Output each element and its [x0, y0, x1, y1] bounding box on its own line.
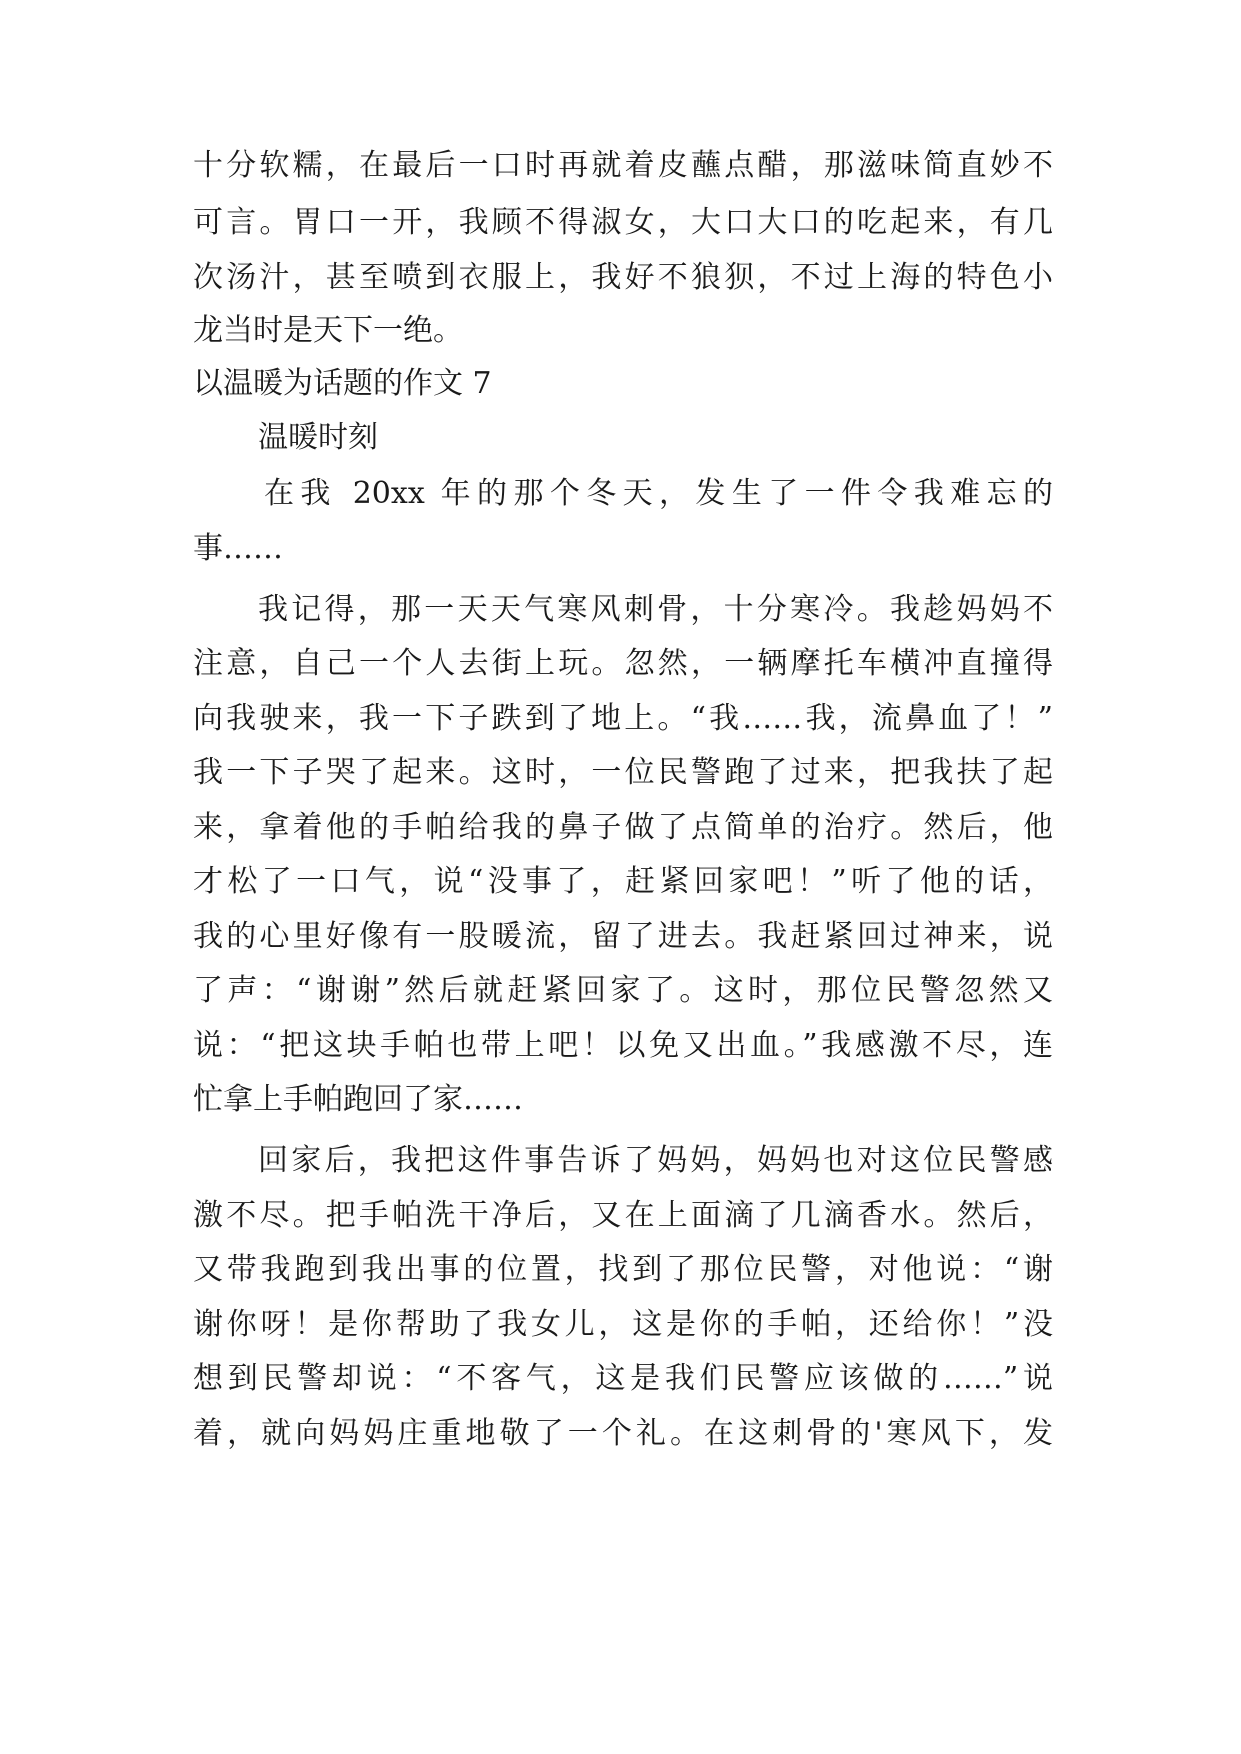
text-line: 我记得，那一天天气寒风刺骨，十分寒冷。我趁妈妈不: [258, 592, 1053, 627]
essay-title: 温暖时刻: [258, 420, 378, 455]
text-line: 想到民警却说：“不客气，这是我们民警应该做的……”说: [193, 1361, 1053, 1396]
text-line: 我一下子哭了起来。这时，一位民警跑了过来，把我扶了起: [193, 755, 1053, 790]
text-line: 十分软糯，在最后一口时再就着皮蘸点醋，那滋味简直妙不: [193, 148, 1053, 183]
text-line: 可言。胃口一开，我顾不得淑女，大口大口的吃起来，有几: [193, 205, 1053, 240]
text-line: 来，拿着他的手帕给我的鼻子做了点简单的治疗。然后，他: [193, 810, 1053, 845]
text-line: 我的心里好像有一股暖流，留了进去。我赶紧回过神来，说: [193, 919, 1053, 954]
text-line: 向我驶来，我一下子跌到了地上。“我……我，流鼻血了！”: [193, 701, 1053, 736]
text-line: 又带我跑到我出事的位置，找到了那位民警，对他说：“谢: [193, 1252, 1053, 1287]
text-line: 在我 20xx 年的那个冬天，发生了一件令我难忘的: [264, 476, 1053, 511]
text-line: 说：“把这块手帕也带上吧！以免又出血。”我感激不尽，连: [193, 1028, 1053, 1063]
text-line: 了声：“谢谢”然后就赶紧回家了。这时，那位民警忽然又: [193, 973, 1053, 1008]
text-line: 谢你呀！是你帮助了我女儿，这是你的手帕，还给你！”没: [193, 1307, 1053, 1342]
text-line: 次汤汁，甚至喷到衣服上，我好不狼狈，不过上海的特色小: [193, 260, 1053, 295]
text-line: 注意，自己一个人去街上玩。忽然，一辆摩托车横冲直撞得: [193, 646, 1053, 681]
text-line: 事……: [193, 531, 283, 566]
text-line: 激不尽。把手帕洗干净后，又在上面滴了几滴香水。然后，: [193, 1198, 1053, 1233]
text-line: 忙拿上手帕跑回了家……: [193, 1082, 523, 1117]
text-line: 才松了一口气，说“没事了，赶紧回家吧！”听了他的话，: [193, 864, 1053, 899]
text-line: 龙当时是天下一绝。: [193, 313, 463, 348]
text-line: 回家后，我把这件事告诉了妈妈，妈妈也对这位民警感: [258, 1143, 1053, 1178]
text-line: 着，就向妈妈庄重地敬了一个礼。在这刺骨的'寒风下，发: [193, 1416, 1053, 1451]
essay-heading: 以温暖为话题的作文 7: [193, 366, 492, 401]
